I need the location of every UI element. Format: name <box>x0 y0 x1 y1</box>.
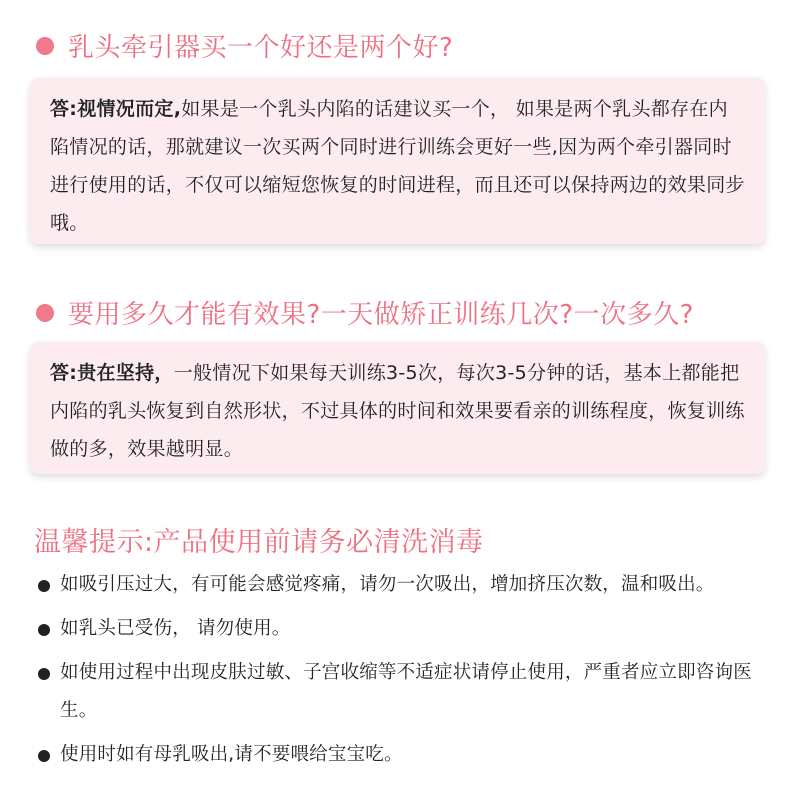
answer-lead-2: 答:贵在坚持， <box>50 362 174 384</box>
pink-dot-icon <box>36 304 54 322</box>
tips-list <box>38 566 778 780</box>
answer-card-1 <box>30 78 765 244</box>
bullet-icon <box>38 580 50 592</box>
tips-title: 温馨提示:产品使用前请务必清洗消毒 <box>34 527 484 558</box>
answer-lead-1: 答:视情况而定, <box>50 98 182 120</box>
tip-text: 如使用过程中出现皮肤过敏、子宫收缩等不适症状请停止使用，严重者应立即咨询医生。 <box>60 662 752 721</box>
tip-item <box>38 736 778 774</box>
tip-text: 如吸引压过大，有可能会感觉疼痛，请勿一次吸出，增加挤压次数，温和吸出。 <box>60 574 715 595</box>
tip-text: 使用时如有母乳吸出,请不要喂给宝宝吃。 <box>60 744 403 765</box>
question-text-1: 乳头牵引器买一个好还是两个好? <box>68 33 454 63</box>
question-heading-1 <box>36 27 453 64</box>
bullet-icon <box>38 668 50 680</box>
answer-body-1: 如果是一个乳头内陷的话建议买一个， 如果是两个乳头都存在内陷情况的话，那就建议一次买两个同时进行训练会更好一些,因为两个牵引器同时进行使用的话，不仅可以缩短您恢复的时间进程，而且还可以保持两边的效果同步哦。 <box>50 98 745 234</box>
question-text-2: 要用多久才能有效果?一天做矫正训练几次?一次多久? <box>68 300 694 330</box>
answer-body-2: 一般情况下如果每天训练3-5次，每次3-5分钟的话，基本上都能把内陷的乳头恢复到自然形状，不过具体的时间和效果要看亲的训练程度，恢复训练做的多，效果越明显。 <box>50 362 745 460</box>
bullet-icon <box>38 750 50 762</box>
tip-item <box>38 566 778 604</box>
answer-card-2 <box>30 342 765 474</box>
tip-text: 如乳头已受伤， 请勿使用。 <box>60 618 291 639</box>
tip-item <box>38 610 778 648</box>
question-heading-2 <box>36 294 694 331</box>
pink-dot-icon <box>36 37 54 55</box>
tip-item <box>38 654 778 730</box>
bullet-icon <box>38 624 50 636</box>
